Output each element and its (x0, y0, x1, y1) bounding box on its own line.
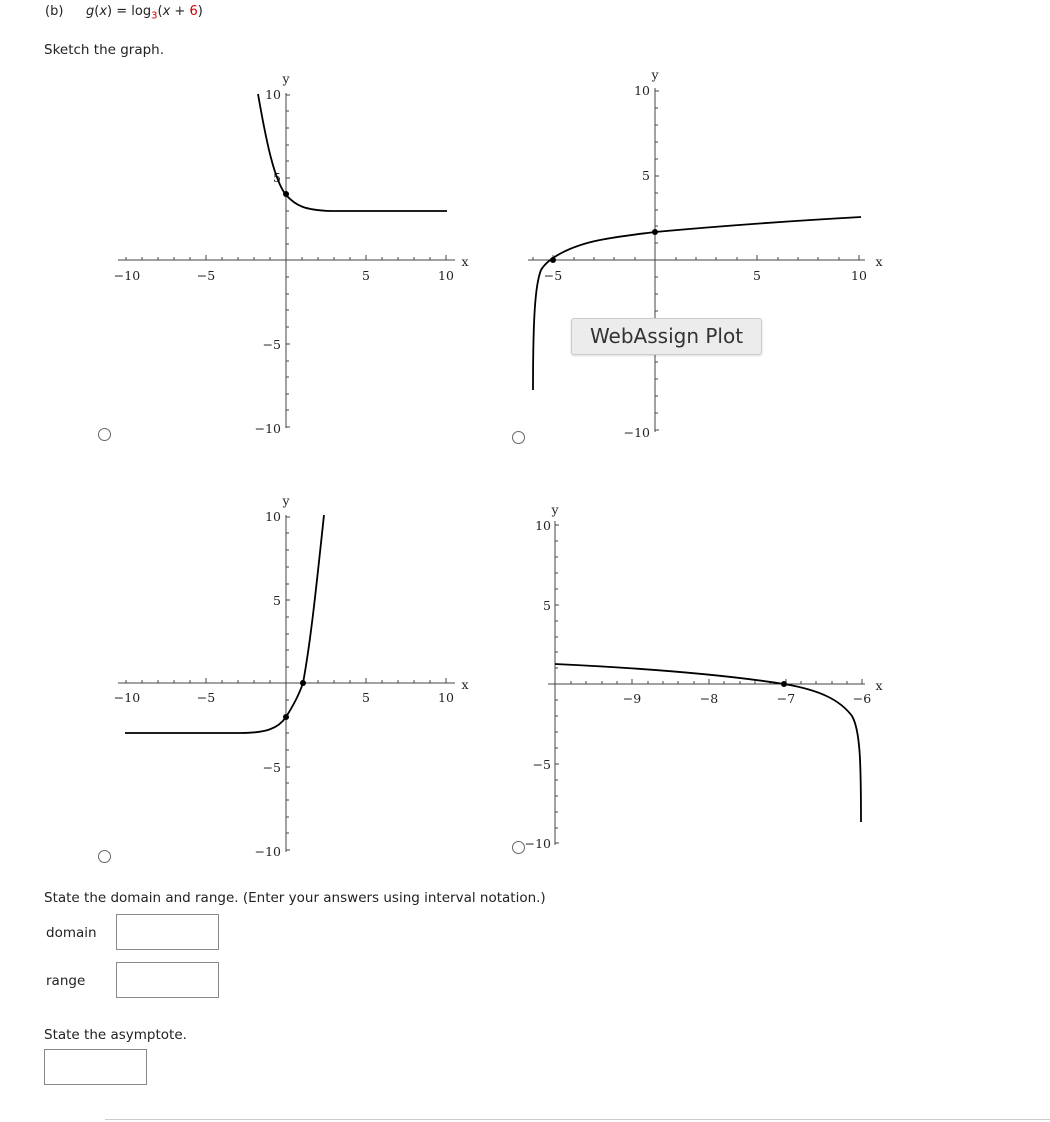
y-tick-label: −10 (254, 844, 281, 859)
x-tick-label: −5 (196, 268, 216, 283)
y-tick-label: −10 (623, 425, 650, 440)
radio-option-a[interactable] (98, 428, 111, 441)
y-tick-label: −5 (532, 757, 551, 772)
y-tick-marks (286, 95, 290, 427)
y-tick-label: 5 (543, 598, 551, 613)
curve-point (652, 229, 658, 235)
x-tick-label: 5 (362, 268, 370, 283)
x-axis-label: x (875, 678, 883, 693)
x-tick-label: 5 (753, 268, 761, 283)
graph-option-b (510, 60, 890, 460)
y-tick-label: 10 (535, 518, 551, 533)
x-tick-marks (533, 255, 859, 260)
y-tick-label: −10 (524, 836, 551, 851)
curve-point (300, 680, 306, 686)
radio-option-b[interactable] (512, 431, 525, 444)
x-axis-label: x (461, 677, 469, 692)
part-label: (b) (45, 4, 64, 19)
x-tick-label: 10 (438, 690, 454, 705)
curve-point (781, 681, 787, 687)
y-axis-label: y (551, 502, 559, 517)
function-expression: $g(x) = \log_3(x + 6)$ (86, 4, 203, 22)
y-tick-label: 10 (265, 509, 281, 524)
curve-point (283, 714, 289, 720)
y-axis-label: y (282, 71, 290, 86)
y-tick-label: 5 (273, 593, 281, 608)
x-tick-label: −7 (776, 691, 796, 706)
asymptote-input[interactable] (44, 1049, 147, 1085)
curve-point (550, 257, 556, 263)
x-tick-label: −5 (196, 690, 216, 705)
x-tick-label: −10 (113, 268, 141, 283)
x-tick-label: −8 (699, 691, 719, 706)
y-tick-label: 5 (273, 170, 281, 185)
y-tick-label: 10 (634, 83, 650, 98)
asymptote-instruction: State the asymptote. (44, 1027, 187, 1043)
y-tick-label: 5 (642, 168, 650, 183)
radio-option-d[interactable] (512, 841, 525, 854)
divider (105, 1119, 1050, 1120)
x-tick-label: 5 (362, 690, 370, 705)
x-tick-label: −6 (852, 691, 872, 706)
curve (125, 515, 324, 733)
curve-point (283, 191, 289, 197)
radio-option-c[interactable] (98, 850, 111, 863)
x-tick-label: −5 (543, 268, 563, 283)
y-tick-label: −10 (254, 421, 281, 436)
plot-tooltip: WebAssign Plot (571, 318, 762, 355)
x-tick-label: 10 (438, 268, 454, 283)
domain-label: domain (46, 925, 97, 941)
x-tick-label: 10 (851, 268, 867, 283)
y-axis-label: y (651, 67, 659, 82)
graph-option-c (100, 485, 480, 870)
graph-option-a (100, 60, 480, 460)
domain-input[interactable] (116, 914, 219, 950)
curve (533, 217, 861, 390)
domain-range-instruction: State the domain and range. (Enter your answers using interval notation.) (44, 890, 546, 906)
y-tick-label: 10 (265, 87, 281, 102)
range-label: range (46, 973, 86, 989)
x-axis-label: x (875, 254, 883, 269)
y-axis-label: y (282, 493, 290, 508)
x-axis-label: x (461, 254, 469, 269)
x-tick-label: −10 (113, 690, 141, 705)
curve (555, 664, 861, 822)
y-tick-label: −5 (262, 337, 281, 352)
sketch-instruction: Sketch the graph. (44, 42, 165, 58)
x-tick-label: −9 (622, 691, 642, 706)
graph-option-d (510, 490, 890, 860)
range-input[interactable] (116, 962, 219, 998)
y-tick-label: −5 (262, 760, 281, 775)
x-tick-marks (571, 679, 862, 684)
